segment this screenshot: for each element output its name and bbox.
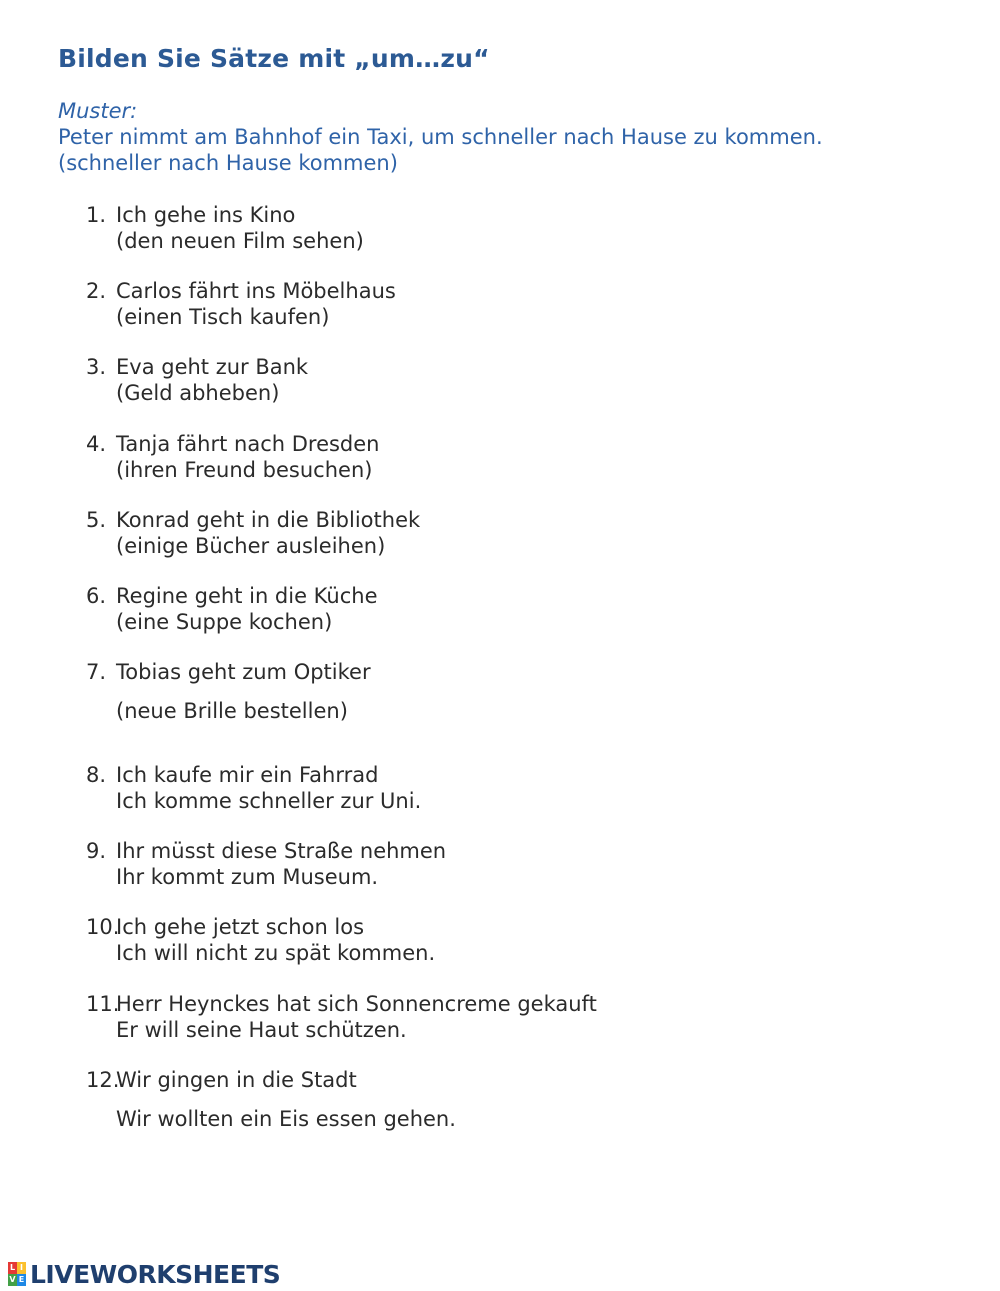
item-number: 2. — [86, 279, 107, 303]
logo-letter: L — [9, 1263, 16, 1272]
item-prompt: Ich kaufe mir ein Fahrrad — [116, 763, 379, 787]
liveworksheets-logo[interactable] — [8, 1259, 280, 1289]
item-hint: Wir wollten ein Eis essen gehen. — [116, 1107, 456, 1131]
item-hint: (ihren Freund besuchen) — [116, 458, 373, 482]
item-number: 7. — [86, 660, 107, 684]
item-hint: Ich will nicht zu spät kommen. — [116, 941, 436, 965]
item-number: 6. — [86, 584, 107, 608]
item-hint: (den neuen Film sehen) — [116, 229, 364, 253]
item-number: 11. — [86, 992, 120, 1016]
item-prompt: Regine geht in die Küche — [116, 584, 378, 608]
worksheet-title: Bilden Sie Sätze mit „um…zu“ — [58, 44, 490, 73]
item-hint: Ihr kommt zum Museum. — [116, 865, 379, 889]
item-hint: (eine Suppe kochen) — [116, 610, 333, 634]
logo-letter: V — [9, 1275, 16, 1284]
logo-letter: E — [18, 1275, 25, 1284]
item-number: 4. — [86, 432, 107, 456]
item-number: 12. — [86, 1068, 120, 1092]
item-hint: (neue Brille bestellen) — [116, 699, 348, 723]
item-prompt: Ich gehe jetzt schon los — [116, 915, 365, 939]
item-prompt: Herr Heynckes hat sich Sonnencreme gekauft — [116, 992, 597, 1016]
item-number: 1. — [86, 203, 107, 227]
example-hint: (schneller nach Hause kommen) — [58, 151, 398, 175]
item-hint: (einige Bücher ausleihen) — [116, 534, 386, 558]
item-number: 9. — [86, 839, 107, 863]
example-label: Muster: — [58, 99, 138, 123]
item-hint: Er will seine Haut schützen. — [116, 1018, 407, 1042]
item-number: 10. — [86, 915, 120, 939]
logo-letter: I — [17, 1262, 26, 1274]
example-sentence: Peter nimmt am Bahnhof ein Taxi, um schneller nach Hause zu kommen. — [58, 125, 823, 149]
item-prompt: Tobias geht zum Optiker — [116, 660, 371, 684]
item-hint: (einen Tisch kaufen) — [116, 305, 330, 329]
liveworksheets-logo-icon — [8, 1262, 26, 1286]
item-prompt: Ich gehe ins Kino — [116, 203, 296, 227]
item-prompt: Eva geht zur Bank — [116, 355, 309, 379]
example-block — [58, 98, 823, 176]
item-hint: (Geld abheben) — [116, 381, 280, 405]
item-prompt: Wir gingen in die Stadt — [116, 1068, 357, 1092]
item-prompt: Ihr müsst diese Straße nehmen — [116, 839, 447, 863]
item-number: 8. — [86, 763, 107, 787]
item-prompt: Tanja fährt nach Dresden — [116, 432, 380, 456]
item-number: 3. — [86, 355, 107, 379]
item-number: 5. — [86, 508, 107, 532]
item-prompt: Konrad geht in die Bibliothek — [116, 508, 421, 532]
item-hint: Ich komme schneller zur Uni. — [116, 789, 422, 813]
liveworksheets-wordmark: LIVEWORKSHEETS — [30, 1259, 281, 1289]
item-prompt: Carlos fährt ins Möbelhaus — [116, 279, 396, 303]
